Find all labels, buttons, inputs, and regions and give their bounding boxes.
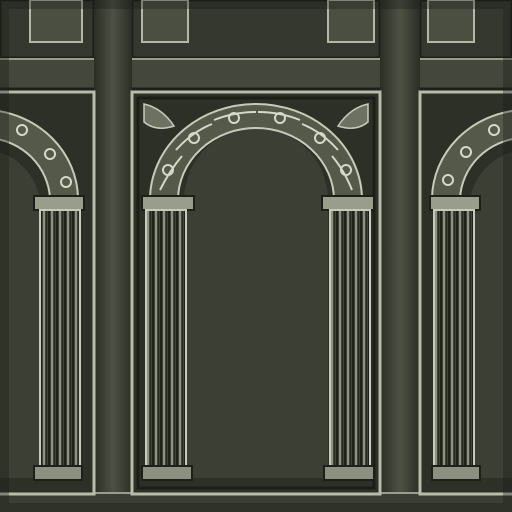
stile-right bbox=[380, 0, 420, 512]
center-left-pilaster bbox=[142, 196, 194, 480]
left-arched-panel-partial bbox=[0, 92, 94, 494]
center-arched-panel bbox=[132, 92, 380, 494]
left-pilaster bbox=[34, 196, 84, 480]
right-pilaster bbox=[430, 196, 480, 480]
right-arched-panel-partial bbox=[420, 92, 512, 494]
horizontal-rail bbox=[0, 58, 512, 90]
stile-left bbox=[94, 0, 132, 512]
center-right-pilaster bbox=[322, 196, 374, 480]
